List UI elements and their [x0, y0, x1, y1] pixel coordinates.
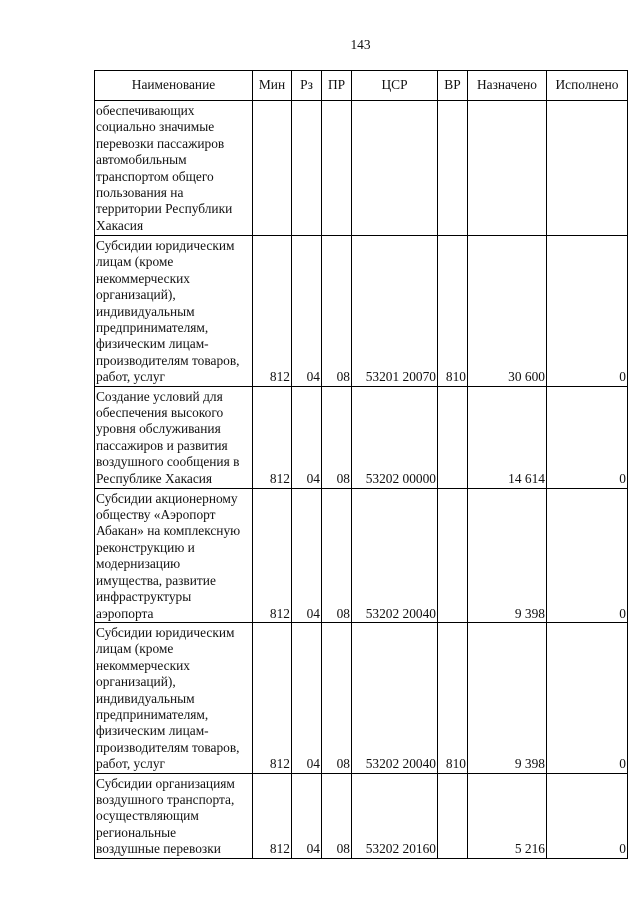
cell-executed: 0: [547, 236, 628, 387]
cell-name: Субсидии юридическим лицам (кроме некоммерческих организаций), индивидуальным предпринимателям, физическим лицам- производителям товаров, работ, услуг: [95, 236, 253, 387]
cell-vr: [438, 386, 468, 488]
cell-rz: [292, 101, 322, 236]
cell-executed: 0: [547, 622, 628, 773]
page-number: 143: [350, 37, 371, 52]
header-min: Мин: [253, 71, 292, 101]
cell-csr: 53202 20040: [352, 488, 438, 622]
cell-vr: [438, 101, 468, 236]
cell-rz: 04: [292, 773, 322, 858]
cell-rz: 04: [292, 386, 322, 488]
cell-executed: 0: [547, 386, 628, 488]
cell-pr: 08: [322, 236, 352, 387]
cell-csr: 53202 20040: [352, 622, 438, 773]
cell-executed: [547, 101, 628, 236]
header-name: Наименование: [95, 71, 253, 101]
header-executed: Исполнено: [547, 71, 628, 101]
cell-name: обеспечивающих социально значимые перевозки пассажиров автомобильным транспортом общего пользования на территории Республики Хакасия: [95, 101, 253, 236]
cell-name: Субсидии юридическим лицам (кроме некоммерческих организаций), индивидуальным предпринимателям, физическим лицам- производителям товаров, работ, услуг: [95, 622, 253, 773]
cell-pr: 08: [322, 622, 352, 773]
cell-csr: [352, 101, 438, 236]
cell-assigned: 9 398: [468, 622, 547, 773]
cell-assigned: 30 600: [468, 236, 547, 387]
cell-csr: 53202 00000: [352, 386, 438, 488]
cell-rz: 04: [292, 622, 322, 773]
cell-vr: 810: [438, 236, 468, 387]
cell-csr: 53202 20160: [352, 773, 438, 858]
cell-assigned: 9 398: [468, 488, 547, 622]
cell-rz: 04: [292, 236, 322, 387]
table-row: [95, 101, 628, 236]
cell-vr: [438, 488, 468, 622]
cell-assigned: [468, 101, 547, 236]
cell-vr: [438, 773, 468, 858]
cell-name: Субсидии акционерному обществу «Аэропорт Абакан» на комплексную реконструкцию и модернизацию имущества, развитие инфраструктуры аэропорта: [95, 488, 253, 622]
budget-table: [94, 70, 628, 859]
header-pr: ПР: [322, 71, 352, 101]
header-csr: ЦСР: [352, 71, 438, 101]
cell-min: 812: [253, 622, 292, 773]
table-row: [95, 773, 628, 858]
cell-name: Субсидии организациям воздушного транспорта, осуществляющим региональные воздушные перевозки: [95, 773, 253, 858]
cell-rz: 04: [292, 488, 322, 622]
table-row: [95, 622, 628, 773]
header-vr: ВР: [438, 71, 468, 101]
cell-vr: 810: [438, 622, 468, 773]
header-rz: Рз: [292, 71, 322, 101]
header-assigned: Назначено: [468, 71, 547, 101]
table-header-row: [95, 71, 628, 101]
table-row: [95, 236, 628, 387]
cell-csr: 53201 20070: [352, 236, 438, 387]
cell-pr: [322, 101, 352, 236]
cell-executed: 0: [547, 773, 628, 858]
cell-executed: 0: [547, 488, 628, 622]
cell-min: 812: [253, 488, 292, 622]
table-row: [95, 386, 628, 488]
cell-pr: 08: [322, 386, 352, 488]
cell-pr: 08: [322, 773, 352, 858]
cell-min: [253, 101, 292, 236]
cell-assigned: 14 614: [468, 386, 547, 488]
cell-min: 812: [253, 236, 292, 387]
cell-assigned: 5 216: [468, 773, 547, 858]
cell-min: 812: [253, 773, 292, 858]
cell-pr: 08: [322, 488, 352, 622]
cell-min: 812: [253, 386, 292, 488]
table-row: [95, 488, 628, 622]
cell-name: Создание условий для обеспечения высокого уровня обслуживания пассажиров и развития воздушного сообщения в Республике Хакасия: [95, 386, 253, 488]
